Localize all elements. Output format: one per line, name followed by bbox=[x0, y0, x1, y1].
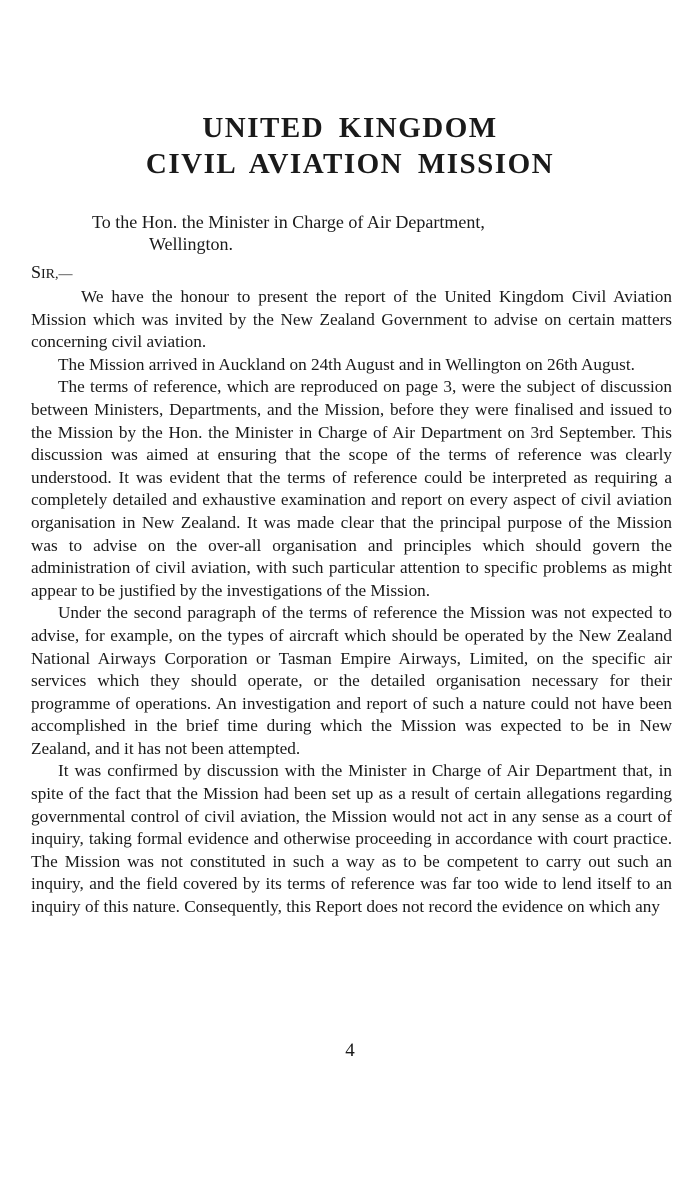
page-number: 4 bbox=[345, 1040, 355, 1061]
salutation bbox=[31, 262, 73, 283]
body-text bbox=[31, 286, 672, 919]
salutation-rest: IR,— bbox=[41, 267, 73, 282]
paragraph: The Mission arrived in Auckland on 24th August and in Wellington on 26th August. bbox=[58, 354, 635, 374]
title-line-2: CIVIL AVIATION MISSION bbox=[145, 148, 555, 180]
salutation-initial: S bbox=[31, 262, 42, 282]
paragraph: Under the second paragraph of the terms of reference the Mission was not expected to advise, for example, on the types of aircraft which should be operated by the New Zealand National Airways Corporation or Tasman Empire Airways, Limited, on the specific air services which they should operate, or the detailed organisation necessary for their programme of operations. An investigation and report of such a nature could not have been accomplished in the brief time during which the Mission was expected to be in New Zealand, and it has not been attempted. bbox=[31, 603, 672, 758]
paragraph: The terms of reference, which are reproduced on page 3, were the subject of discussion between Ministers, Departments, and the Mission, before they were finalised and issued to the Mission by the Hon. the Minister in Charge of Air Department on 3rd September. This discussion was aimed at ensuring that the scope of the terms of reference was clearly understood. It was evident that the terms of reference could be interpreted as requiring a completely detailed and exhaustive examination and report on every aspect of civil aviation organisation in New Zealand. It was made clear that the principal purpose of the Mission was to advise on the over-all organisation and principles which should govern the administration of civil aviation, with such particular attention to specific problems as might appear to be justified by the investigations of the Mission. bbox=[31, 377, 672, 600]
paragraph: We have the honour to present the report of the United Kingdom Civil Aviation Mission which was invited by the New Zealand Government to advise on certain matters concerning civil aviation. bbox=[31, 287, 672, 352]
addressee-line-1: To the Hon. the Minister in Charge of Air Department, bbox=[92, 212, 485, 232]
addressee-line-2: Wellington. bbox=[149, 234, 234, 254]
title-line-1: UNITED KINGDOM bbox=[202, 112, 498, 144]
paragraph: It was confirmed by discussion with the Minister in Charge of Air Department that, in spite of the fact that the Mission had been set up as a result of certain allegations regarding governmental control of civil aviation, the Mission would not act in any sense as a court of inquiry, taking formal evidence and otherwise proceeding in accordance with court practice. The Mission was not constituted in such a way as to be competent to carry out such an inquiry, and the field covered by its terms of reference was far too wide to lend itself to an inquiry of this nature. Consequently, this Report does not record the evidence on which any bbox=[31, 761, 672, 917]
